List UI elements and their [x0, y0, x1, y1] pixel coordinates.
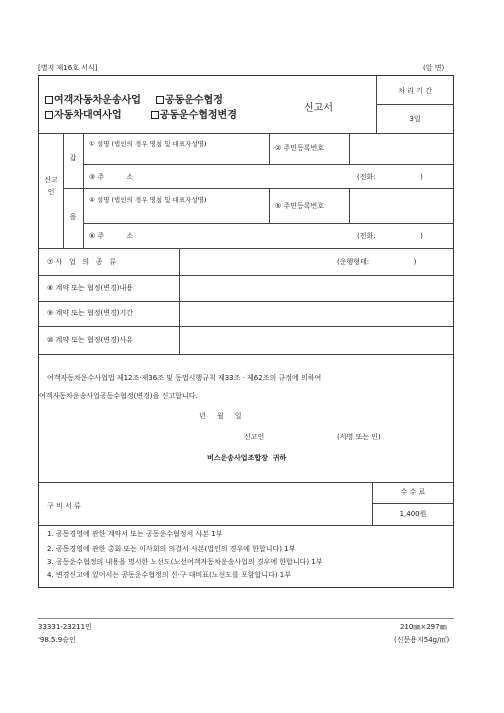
party-b-address-label: ⑥ 주 소: [89, 232, 134, 240]
document-item: 1. 공동경영에 관한 계약서 또는 공동운수협정서 사본 1부: [47, 530, 223, 538]
paper-type: (신문용지54g/㎡): [394, 636, 450, 644]
declaration-line-1: 여객자동차운수사업법 제12조·제36조 및 동법시행규칙 제33조 · 제62조의 규정에 의하여: [47, 374, 322, 382]
processing-period-label: 처 리 기 간: [398, 87, 432, 95]
party-a-label: 갑: [69, 154, 77, 162]
party-a-name-label: ① 성명 (법인의 경우 명칭 및 대표자성명): [89, 140, 207, 148]
business-type-label: ⑦ 사 업 의 종 류: [47, 258, 117, 266]
party-b-phone: (전화: ): [357, 232, 423, 240]
document-item: 3. 공동운수협정의 내용을 명시한 노선도(노선여객자동차운송사업의 경우에 한합니다) 1부: [47, 558, 323, 566]
agreement-reason-label: ⑩ 계약 또는 협정(변경)사유: [47, 336, 134, 344]
title-suffix: 신고서: [304, 103, 333, 114]
fee-value: 1,400원: [399, 510, 427, 518]
declaration-sign-note: (서명 또는 인): [337, 433, 381, 441]
checkbox-joint-agreement-change[interactable]: [151, 111, 159, 119]
party-a-reg-label: ② 주민등록번호: [275, 144, 325, 152]
applicant-label: 신고인: [44, 176, 58, 196]
party-b-label: 을: [69, 213, 77, 221]
checkbox-joint-agreement[interactable]: [156, 96, 164, 104]
report-form: [38, 75, 454, 588]
party-a-address-label: ③ 주 소: [89, 173, 134, 181]
party-b-name-label: ④ 성명 (법인의 경우 명칭 및 대표자성명): [89, 196, 207, 204]
form-number: [별지 제16호 서식]: [38, 64, 98, 72]
page-side: (앞 면): [423, 64, 445, 72]
approval-date: '98.5.9승인: [38, 636, 76, 644]
agreement-period-label: ⑨ 계약 또는 협정(변경)기간: [47, 309, 134, 317]
fee-label: 수 수 료: [400, 488, 426, 496]
declaration-date: 년 월 일: [199, 412, 242, 420]
checkbox-car-rental[interactable]: [45, 111, 53, 119]
party-a-phone: (전화: ): [357, 173, 423, 181]
processing-period-value: 3일: [409, 115, 421, 123]
checkbox-passenger-transport[interactable]: [45, 96, 53, 104]
title-line-1: 여객자동차운송사업 공동운수협정: [45, 94, 223, 108]
recipient: 버스운송사업조합장 귀하: [207, 454, 287, 462]
form-code: 33331-23211민: [38, 623, 92, 631]
declaration-signer: 신고인: [244, 433, 265, 441]
document-item: 4. 변경신고에 있어서는 공동운수협정의 신·구 대비표(노선도를 포함합니다) 1부: [47, 571, 292, 579]
document-item: 2. 공동경영에 관한 총회 또는 이사회의 의결서 사본(법인의 경우에 한합니다) 1부: [47, 545, 296, 553]
agreement-contents-label: ⑧ 계약 또는 협정(변경)내용: [47, 284, 134, 292]
party-b-reg-label: ⑤ 주민등록번호: [275, 202, 325, 210]
title-line-2: 자동차대여사업 공동운수협정변경: [45, 109, 237, 123]
required-documents-label: 구 비 서 류: [47, 502, 81, 510]
paper-size: 210㎜×297㎜: [400, 623, 447, 631]
declaration-line-2: 여객자동차운송사업공동수협정(변경)을 신고합니다.: [39, 392, 198, 400]
operation-form: (운행형태: ): [337, 258, 417, 266]
